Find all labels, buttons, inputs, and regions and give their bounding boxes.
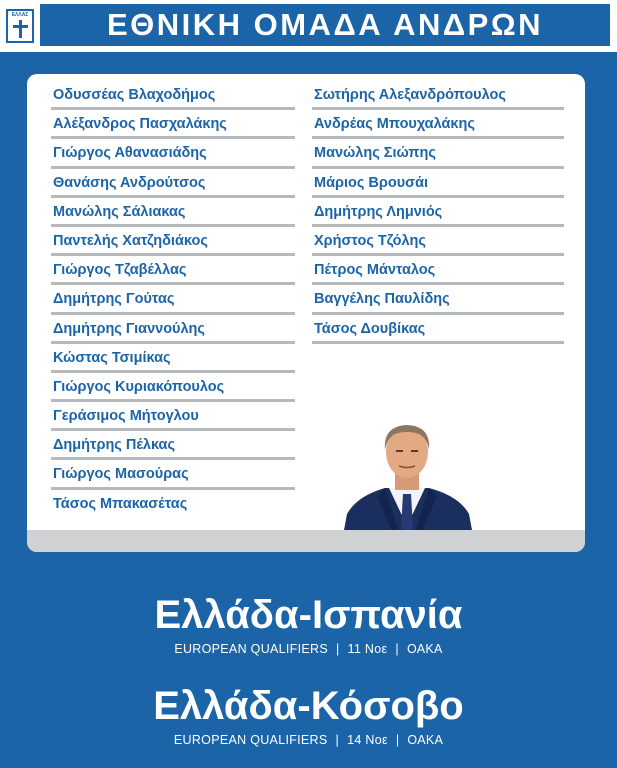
player-name: Οδυσσέας Βλαχοδήμος [53,87,216,103]
list-item [312,228,564,257]
match-details: EUROPEAN QUALIFIERS | 14 Νοε | ΟΑΚΑ [173,733,444,747]
match-block [0,684,617,748]
player-name: Σωτήρης Αλεξανδρόπουλος [314,87,506,103]
player-name: Κώστας Τσιμίκας [53,349,171,366]
list-item [51,286,295,315]
match-date: 11 Νοε [347,642,388,656]
list-item [51,461,295,490]
player-name: Αλέξανδρος Πασχαλάκης [53,116,227,133]
list-item [51,111,295,140]
list-item [51,316,295,345]
squad-card [27,74,585,552]
header [0,0,617,50]
squad-list-right [312,82,564,345]
player-name: Θανάσης Ανδρούτσος [53,174,206,191]
list-item [312,140,564,169]
match-title: Ελλάδα-Ισπανία [154,593,463,637]
list-item [312,199,564,228]
squad-list-left [51,82,295,520]
match-block [0,593,617,657]
player-name: Γιώργος Τζαβέλλας [53,262,187,279]
main-panel [0,56,617,768]
list-item [312,316,564,345]
player-name: Δημήτρης Γούτας [53,291,175,308]
player-name: Πέτρος Μάνταλος [314,262,436,279]
player-name: Παντελής Χατζηδιάκος [53,232,208,249]
player-name: Μανώλης Σάλιακας [53,203,186,220]
match-competition: EUROPEAN QUALIFIERS [173,733,328,747]
list-item [312,286,564,315]
federation-crest-icon [6,9,34,43]
player-name: Δημήτρης Πέλκας [53,437,176,454]
list-item [51,199,295,228]
title-bar [40,4,610,46]
list-item [312,82,564,111]
page-title: ΕΘΝΙΚΗ ΟΜΑΔΑ ΑΝΔΡΩΝ [106,7,544,42]
list-item [51,228,295,257]
list-item [51,432,295,461]
list-item [312,257,564,286]
player-name: Γιώργος Κυριακόπουλος [53,378,225,395]
player-name: Τάσος Δουβίκας [314,320,426,337]
coach-portrait [337,422,477,546]
list-item [51,374,295,403]
list-item [51,257,295,286]
list-item [312,111,564,140]
match-venue: ΟΑΚΑ [407,733,444,747]
player-name: Βαγγέλης Παυλίδης [314,291,450,308]
list-item [51,403,295,432]
player-name: Χρήστος Τζόλης [314,232,426,249]
list-item [51,140,295,169]
player-name: Τάσος Μπακασέτας [53,495,188,512]
player-name: Ανδρέας Μπουχαλάκης [314,116,475,133]
player-name: Γεράσιμος Μήτογλου [53,408,199,425]
card-footer-band [27,530,585,552]
match-title: Ελλάδα-Κόσοβο [153,684,464,728]
player-name: Μανώλης Σιώπης [314,145,436,162]
match-venue: ΟΑΚΑ [406,642,443,656]
player-name: Δημήτρης Λημνιός [314,203,443,220]
player-name: Μάριος Βρουσάι [314,174,429,191]
player-name: Δημήτρης Γιαννούλης [53,320,205,337]
list-item [51,491,295,520]
list-item [51,82,295,111]
match-date: 14 Νοε [347,733,388,747]
player-name: Γιώργος Μασούρας [53,466,189,483]
match-competition: EUROPEAN QUALIFIERS [174,642,328,656]
list-item [312,170,564,199]
player-name: Γιώργος Αθανασιάδης [53,145,207,162]
crest-label: ΕΛΛΑΣ [11,12,29,18]
list-item [51,170,295,199]
list-item [51,345,295,374]
match-details: EUROPEAN QUALIFIERS | 11 Νοε | ΟΑΚΑ [174,642,443,656]
